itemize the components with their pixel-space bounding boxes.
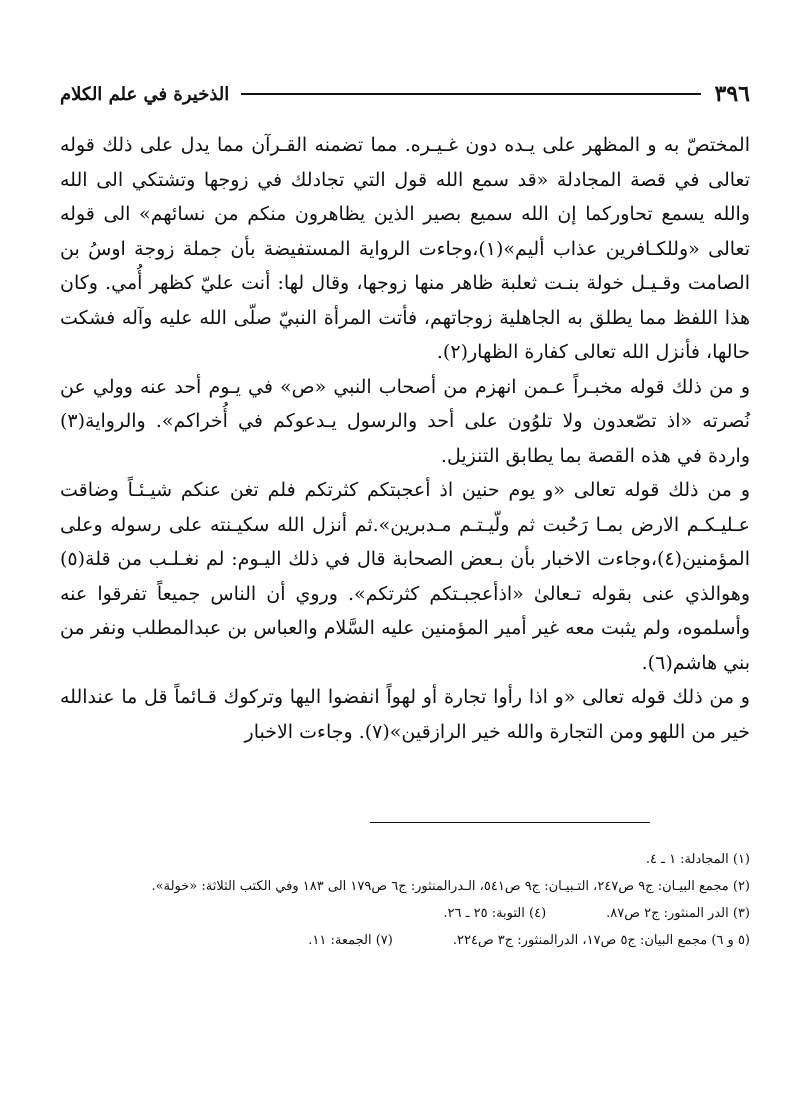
paragraph: و من ذلك قوله مخبـراً عـمن انهزم من أصحاب النبي «ص» في يـوم أحد عنه وولي عن نُصرته «اذ تصّعدون ولا تلوُون على أحد والرسول يـدعوكم في أُخراكم». والرواية(٣) واردة في هذه القصة بما يطابق التنزيل. [60,375,750,467]
footnote-separator [370,822,650,823]
running-header [60,80,750,108]
footnote-row [60,900,750,927]
book-title: الذخيرة في علم الكلام [60,83,230,105]
footnotes [60,846,750,954]
footnote-row [60,927,750,954]
footnote-7: (٧) الجمعة: ١١. [308,933,393,948]
paragraph: المختصّ به و المظهر على يـده دون غـيـره. مما تضمنه القـرآن مما يدل على ذلك قوله تعالى في قصة المجادلة «قد سمع الله قول التي تجادلك في زوجها وتشتكي الى الله والله يسمع تحاوركما إن الله سميع بصير الذين يظاهرون منكم من نسائهم» الى قوله تعالى «وللكـافرين عذاب أليم»(١)،وجاءت الرواية المستفيضة بأن جملة زوجة اوسُ بن الصامت وقـيـل خولة بنـت ثعلبة ظاهر منها زوجها، وقال لها: أنت عليّ كظهر أُمي. وكان هذا اللفظ مما يطلق به الجاهلية زوجاتهم، فأتت المرأة النبيّ صلّى الله عليه وآله فشكت حالها، فأنزل الله تعالى كفارة الظهار(٢). [60,134,750,363]
footnote-5-6: (٥ و ٦) مجمع البيان: ج٥ ص١٧، الدرالمنثور: ج٣ ص٢٢٤. [452,933,750,948]
footnote-3: (٣) الدر المنثور: ج٢ ص٨٧. [606,906,750,921]
paragraph: و من ذلك قوله تعالى «و اذا رأوا تجارة أو لهواً انفضوا اليها وتركوك قـائماً قل ما عندالله خير من اللهو ومن التجارة والله خير الرازقين»(٧). وجاءت الاخبار [60,686,750,743]
paragraph: و من ذلك قوله تعالى «و يوم حنين اذ أعجبتكم كثرتكم فلم تغن عنكم شيـئـاً وضاقت عـليـكـم الارض بمـا رَحُبت ثم ولّيـتـم مـدبرين».ثم أنزل الله سكيـنته على رسوله وعلى المؤمنين(٤)،وجاءت الاخبار بأن بـعض الصحابة قال في ذلك اليـوم: لم نغـلـب من قلة(٥) وهوالذي عنى بقوله تـعالىٰ «اذأعجبـتكم كثرتكم». وروي أن الناس جميعاً تفرقوا عنه وأسلموه، ولم يثبت معه غير أمير المؤمنين عليه السَّلام والعباس بن عبدالمطلب ونفر من بني هاشم(٦). [60,479,750,674]
page-number: ٣٩٦ [714,81,750,107]
footnote-4: (٤) التوبة: ٢٥ ـ ٢٦. [443,906,547,921]
footnote-1: (١) المجادلة: ١ ـ ٤. [645,852,750,867]
main-text [60,128,750,749]
header-rule [241,93,700,95]
footnote-2: (٢) مجمع البيـان: ج٩ ص٢٤٧، التـبيـان: ج٩ ص٥٤١، الـدرالمنثور: ج٦ ص١٧٩ الى ١٨٣ وفي الكتب الثلاثة: «خولة». [151,879,750,894]
